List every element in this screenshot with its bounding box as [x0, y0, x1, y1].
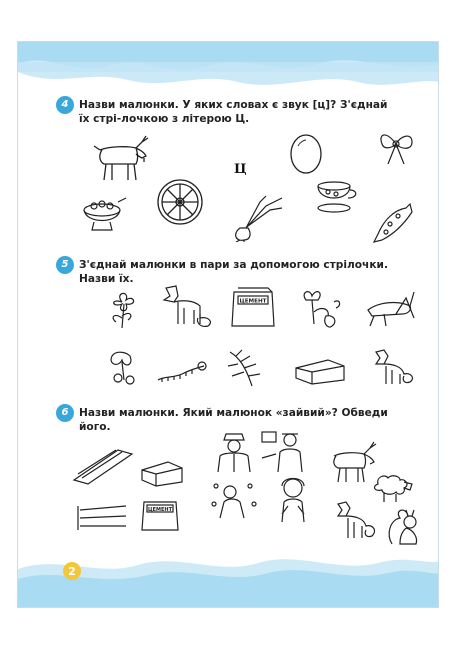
fox-sitting-picture	[334, 498, 380, 542]
brick-block-picture	[138, 454, 186, 488]
cup-picture	[314, 180, 358, 216]
cement-label: ЦЕМЕНТ	[147, 506, 173, 513]
cement-label: ЦЕМЕНТ	[239, 298, 267, 305]
task-instruction: Назви малюнки. Який малюнок «зайвий»? Обведи його.	[79, 407, 388, 433]
onion-picture	[226, 194, 284, 242]
candy-picture	[370, 200, 414, 246]
goat-picture	[92, 132, 154, 184]
sugar-bowl-picture	[78, 196, 130, 240]
task-number-badge: 4	[56, 96, 74, 114]
bottom-wave-decoration	[18, 551, 439, 607]
children-playing-picture	[210, 478, 260, 524]
page-number-badge: 2	[63, 562, 81, 580]
cement-bag-picture	[228, 284, 278, 330]
letter-tse: Ц	[234, 162, 247, 177]
board-picture	[72, 444, 134, 488]
egg-picture	[286, 130, 326, 176]
branch-picture	[222, 346, 266, 390]
top-wave-decoration	[18, 42, 439, 94]
wild-strawberry-picture	[104, 348, 144, 388]
brick-picture	[292, 350, 348, 386]
strawberry-plant-picture	[296, 286, 344, 330]
fox-cub-picture	[370, 346, 416, 388]
grasshopper-picture	[364, 288, 416, 328]
flower-picture	[104, 288, 142, 330]
doctor-picture	[210, 430, 258, 474]
cement-sack-picture	[138, 494, 182, 534]
wheel-picture	[154, 176, 206, 228]
bow-ribbon-picture	[374, 124, 418, 168]
caterpillar-picture	[154, 358, 208, 386]
task-4	[56, 98, 396, 126]
nurse-picture	[258, 428, 308, 474]
nails-picture	[74, 500, 132, 532]
task-5	[56, 258, 396, 286]
squirrel-picture	[386, 506, 424, 546]
task-number-badge: 6	[56, 404, 74, 422]
task-instruction: Назви малюнки. У яких словах є звук [ц]? З'єднай їх стрі-лочкою з літерою Ц.	[79, 99, 388, 125]
fox-picture	[160, 282, 214, 328]
task-number-badge: 5	[56, 256, 74, 274]
girl-picture	[272, 474, 314, 524]
task-instruction: З'єднай малюнки в пари за допомогою стрілочки. Назви їх.	[79, 259, 388, 285]
